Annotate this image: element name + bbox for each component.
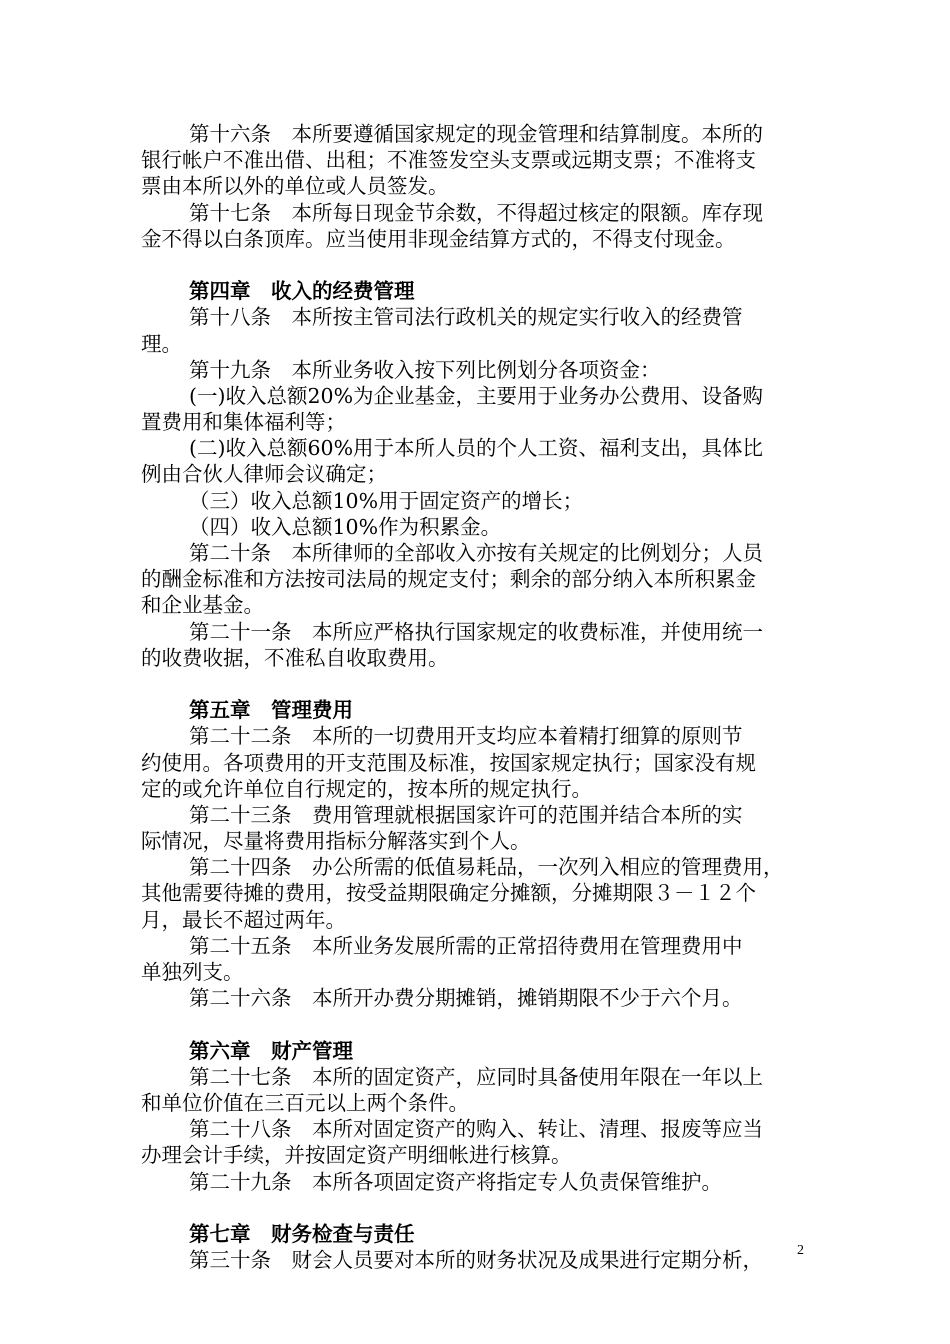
paragraph-line: 约使用。各项费用的开支范围及标准，按国家规定执行；国家没有规	[141, 750, 756, 775]
paragraph-line: 第二十九条 本所各项固定资产将指定专人负责保管维护。	[189, 1169, 722, 1194]
paragraph-line: 第二十二条 本所的一切费用开支均应本着精打细算的原则节	[189, 724, 743, 749]
paragraph-line: 第十六条 本所要遵循国家规定的现金管理和结算制度。本所的	[189, 122, 763, 146]
document-body	[141, 121, 813, 1273]
paragraph-line: 月，最长不超过两年。	[141, 907, 346, 932]
paragraph-line: 第二十一条 本所应严格执行国家规定的收费标准，并使用统一	[189, 619, 763, 644]
paragraph-line: （三）收入总额10%用于固定资产的增长；	[189, 488, 584, 513]
paragraph-line: 的酬金标准和方法按司法局的规定支付；剩余的部分纳入本所积累金	[141, 567, 756, 592]
paragraph-line: 第三十条 财会人员要对本所的财务状况及成果进行定期分析，	[189, 1248, 763, 1273]
chapter-heading: 第四章 收入的经费管理	[189, 279, 415, 304]
paragraph-line: (一)收入总额20%为企业基金，主要用于业务办公费用、设备购	[189, 383, 764, 408]
paragraph-line: 例由合伙人律师会议确定；	[141, 462, 387, 487]
paragraph-line: 第二十条 本所律师的全部收入亦按有关规定的比例划分；人员	[189, 541, 763, 565]
section-gap	[141, 252, 813, 278]
paragraph-line: 第二十六条 本所开办费分期摊销，摊销期限不少于六个月。	[189, 986, 743, 1011]
paragraph-line: 置费用和集体福利等；	[141, 410, 346, 435]
section-gap	[141, 1195, 813, 1221]
paragraph-line: 第十九条 本所业务收入按下列比例划分各项资金：	[189, 357, 661, 382]
paragraph-line: 第二十五条 本所业务发展所需的正常招待费用在管理费用中	[189, 933, 743, 958]
paragraph-line: （四）收入总额10%作为积累金。	[189, 514, 502, 539]
paragraph-line: 定的或允许单位自行规定的，按本所的规定执行。	[141, 776, 592, 801]
paragraph-line: 第二十四条 办公所需的低值易耗品，一次列入相应的管理费用，	[189, 855, 784, 880]
paragraph-line: 理。	[141, 331, 182, 356]
paragraph-line: 办理会计手续，并按固定资产明细帐进行核算。	[141, 1143, 572, 1168]
paragraph-line: 金不得以白条顶库。应当使用非现金结算方式的，不得支付现金。	[141, 226, 736, 251]
paragraph-line: 际情况，尽量将费用指标分解落实到个人。	[141, 829, 531, 854]
paragraph-line: 第二十三条 费用管理就根据国家许可的范围并结合本所的实	[189, 802, 743, 827]
section-gap	[141, 1011, 813, 1037]
paragraph-line: 和企业基金。	[141, 593, 264, 618]
paragraph-line: 第二十八条 本所对固定资产的购入、转让、清理、报废等应当	[189, 1117, 763, 1142]
paragraph-line: (二)收入总额60%用于本所人员的个人工资、福利支出，具体比	[189, 436, 764, 461]
paragraph-line: 其他需要待摊的费用，按受益期限确定分摊额，分摊期限３－１２个	[141, 881, 756, 906]
paragraph-line: 第十七条 本所每日现金节余数，不得超过核定的限额。库存现	[189, 200, 763, 225]
paragraph-line: 银行帐户不准出借、出租；不准签发空头支票或远期支票；不准将支	[141, 148, 756, 173]
paragraph-line: 单独列支。	[141, 960, 244, 984]
chapter-heading: 第六章 财产管理	[189, 1038, 353, 1063]
paragraph-line: 的收费收据，不准私自收取费用。	[141, 645, 449, 670]
page-number: 2	[797, 1243, 804, 1258]
paragraph-line: 第二十七条 本所的固定资产，应同时具备使用年限在一年以上	[189, 1064, 763, 1089]
paragraph-line: 票由本所以外的单位或人员签发。	[141, 174, 449, 199]
chapter-heading: 第七章 财务检查与责任	[189, 1221, 415, 1246]
paragraph-line: 第十八条 本所按主管司法行政机关的规定实行收入的经费管	[189, 305, 743, 330]
section-gap	[141, 671, 813, 697]
chapter-heading: 第五章 管理费用	[189, 698, 353, 723]
paragraph-line: 和单位价值在三百元以上两个条件。	[141, 1090, 469, 1115]
